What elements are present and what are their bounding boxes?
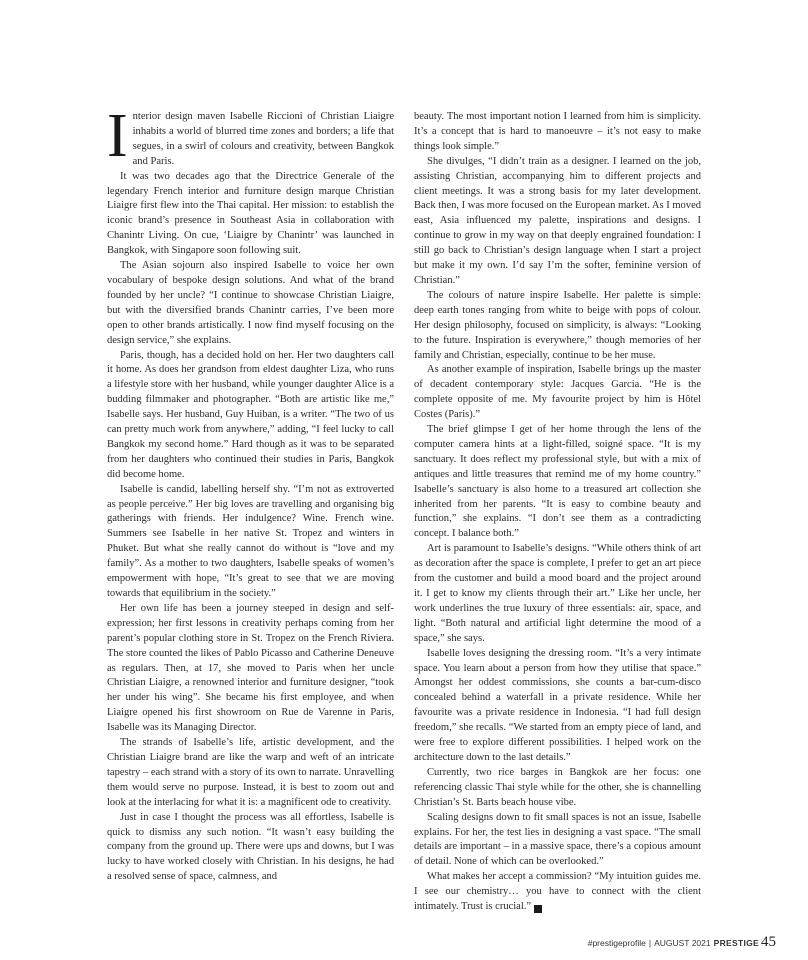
footer-hashtag: #prestigeprofile (587, 938, 646, 948)
article-paragraph: The brief glimpse I get of her home through the lens of the computer camera hints at a light-filled, soigné space. “It is my sanctuary. It does reflect my professional style, but with a mix of antiques and little treasures that remind me of my home country.” Isabelle’s sanctuary is also home to a treasured art collection she inherited from her parents. “It is easy to combine beauty and function,” she explains. “I don’t see them as a contradicting concept. I balance both.” (414, 424, 701, 540)
article-paragraph: It was two decades ago that the Directrice Generale of the legendary French interior and furniture design marque Christian Liaigre first flew into the Thai capital. Her mission: to establish the iconic brand’s presence in Southeast Asia in collaboration with Chanintr Living. On cue, ‘Liaigre by Chanintr’ was launched in Bangkok, with Singapore soon following suit. (107, 170, 394, 257)
article-paragraph: The strands of Isabelle’s life, artistic development, and the Christian Liaigre brand are like the warp and weft of an intricate tapestry – each strand with a story of its own to narrate. Unravelling them would serve no purpose. Instead, it is best to zoom out and look at the interlacing for what it is: a magnificent ode to creativity. (107, 737, 394, 808)
footer-separator: | (648, 938, 652, 948)
article-paragraph (414, 870, 701, 915)
left-column (107, 102, 394, 885)
article-paragraph: Currently, two rice barges in Bangkok are her focus: one referencing classic Thai style while for the other, she is channelling Christian’s St. Barts beach house vibe. (414, 766, 701, 808)
article-paragraph: Paris, though, has a decided hold on her. Her two daughters call it home. As does her grandson from eldest daughter Liza, who runs a lifestyle store with her husband, while younger daughter Alice is a budding filmmaker and photographer. “Both are artistic like me,” Isabelle says. Her husband, Guy Huiban, is a writer. “The two of us can pretty much work from anywhere,” adding, “I feel lucky to call Bangkok my second home.” Hard though as it was to be separated from her daughters who continued their studies in Paris, Bangkok did become home. (107, 349, 394, 480)
article-paragraph: The colours of nature inspire Isabelle. Her palette is simple: deep earth tones ranging from white to beige with pops of colour. Her design philosophy, focused on simplicity, is always: “Looking to the future. Inspiration is everywhere,” though memories of her family and Christian, especially, continue to be her muse. (414, 289, 701, 361)
article-paragraph: Isabelle loves designing the dressing room. “It’s a very intimate space. You learn about a person from how they utilise that space.” Amongst her oddest commissions, she counts a bar-cum-disco concealed behind a waterfall in a private residence. While her favourite was a private residence in Indonesia. “I had full design freedom,” she recalls. “We started from an empty piece of land, and were free to explore different possibilities. I helped work on the architecture down to the last details.” (414, 647, 701, 763)
article-paragraph: The Asian sojourn also inspired Isabelle to voice her own vocabulary of bespoke design solutions. And what of the brand founded by her uncle? “I continue to showcase Christian Liaigre, but with the diversified brands Chanintr carries, I’ve been more open to other brands artistically. I now find myself focusing on the design service,” she explains. (107, 260, 394, 346)
page-footer (588, 934, 776, 951)
article-paragraph: Scaling designs down to fit small spaces is not an issue, Isabelle explains. For her, the test lies in designing a vast space. “The small details are important – in a massive space, there’s a copious amount of detail. None of which can be overlooked.” (414, 811, 701, 868)
footer-issue: AUGUST 2021 (654, 938, 711, 948)
paragraph-text: What makes her accept a commission? “My intuition guides me. I see our chemistry… you have to connect with the client intimately. Trust is crucial.” (414, 871, 701, 913)
article-paragraph: Art is paramount to Isabelle’s designs. “While others think of art as decoration after the space is complete, I prefer to get an art piece from the customer and build a mood board and the project around it. I get to know my clients through their art.” Like her uncle, her work underlines the true luxury of three essentials: air, space, and light. “Both natural and artificial light determine the mood of a space,” she says. (414, 543, 701, 644)
end-mark-icon: P (534, 905, 542, 913)
drop-cap: I (107, 102, 128, 170)
right-column (414, 110, 701, 915)
article-paragraph (107, 102, 394, 170)
footer-brand: PRESTIGE (713, 938, 759, 948)
article-paragraph: Just in case I thought the process was all effortless, Isabelle is quick to dismiss any such notion. “It wasn’t easy building the company from the ground up. There were ups and downs, but I was lucky to have worked closely with Christian. In his designs, he had a resolved sense of space, calmness, and (107, 811, 394, 883)
page-number: 45 (761, 934, 776, 950)
article-paragraph: Isabelle is candid, labelling herself shy. “I’m not as extroverted as people perceive.” Her big loves are travelling and organising big gatherings with friends. Her indulgence? Wine. French wine. Summers see Isabelle in her native St. Tropez and winters in Phuket. But what she really cannot do without is “love and my family”. As a mother to two daughters, Isabelle speaks of women’s empowerment with hope, “It’s great to see that we are moving towards that equilibrium in the society.” (107, 483, 394, 599)
article-paragraph: As another example of inspiration, Isabelle brings up the master of decadent contemporary style: Jacques Garcia. “He is the complete opposite of me. My favourite project by him is Hôtel Costes (Paris).” (414, 364, 701, 421)
article-paragraph: Her own life has been a journey steeped in design and self-expression; her first lessons in creativity perhaps coming from her parent’s popular clothing store in St. Tropez on the French Riviera. The store counted the likes of Pablo Picasso and Catherine Deneuve as regulars. Then, at 17, she moved to Paris when her uncle Christian Liaigre, a renowned interior and furniture designer, “took her under his wing”. She became his first employee, and when Liaigre opened his first showroom on Rue de Varenne in Paris, Isabelle was its Managing Director. (107, 602, 394, 734)
article-paragraph: She divulges, “I didn’t train as a designer. I learned on the job, assisting Christian, accompanying him to different projects and client meetings. It was a strong basis for my later development. Back then, I was more focused on the European market. As I moved east, Asia influenced my palette, inspirations and designs. I continue to grow in my way on that deeply engrained foundation: I still go back to Christian’s design language when I start a project but make it my own. I’d say I’m the softer, feminine version of Christian.” (414, 155, 701, 286)
article-paragraph: beauty. The most important notion I learned from him is simplicity. It’s a concept that is hard to manoeuvre – it’s not easy to make things look simple.” (414, 111, 701, 152)
paragraph-text: nterior design maven Isabelle Riccioni of Christian Liaigre inhabits a world of blurred time zones and borders; a life that segues, in a swirl of colours and creativity, between Bangkok and Paris. (132, 111, 394, 167)
